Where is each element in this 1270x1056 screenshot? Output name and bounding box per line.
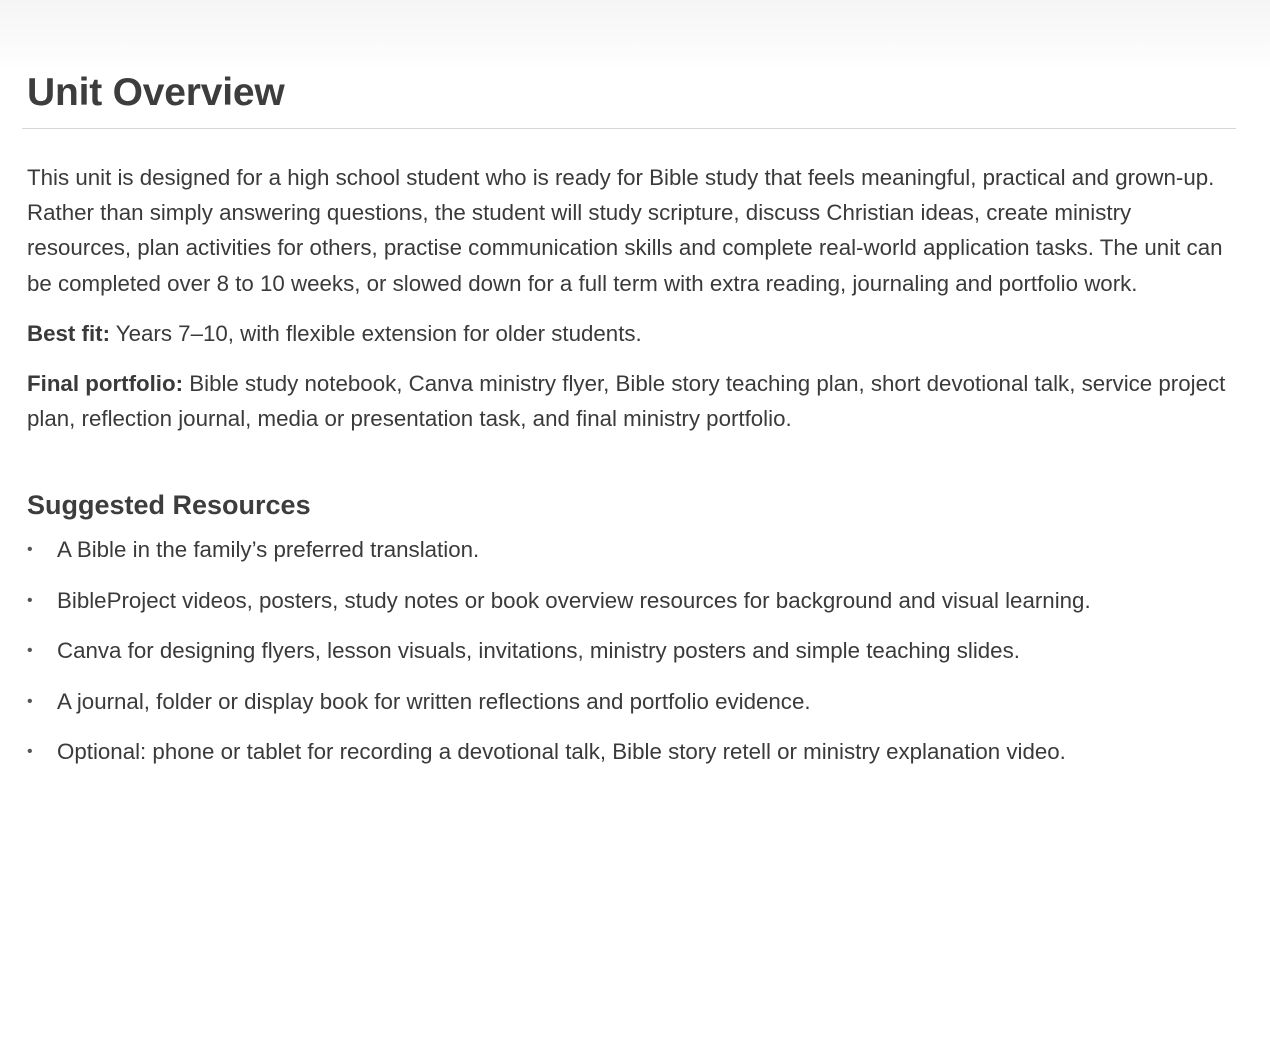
best-fit-field	[27, 316, 1236, 351]
final-portfolio-field	[27, 366, 1236, 436]
resource-text: BibleProject videos, posters, study notes or book overview resources for background and visual learning.	[57, 587, 1091, 613]
list-item	[27, 535, 1236, 565]
page	[22, 70, 1236, 788]
resource-text: Optional: phone or tablet for recording a devotional talk, Bible story retell or ministry explanation video.	[57, 739, 1066, 765]
list-item	[27, 737, 1236, 767]
list-item	[27, 636, 1236, 666]
resource-text: A journal, folder or display book for written reflections and portfolio evidence.	[57, 688, 811, 714]
intro-paragraph: This unit is designed for a high school student who is ready for Bible study that feels meaningful, practical and grown-up. Rather than simply answering questions, the student will study scripture, discuss Christian ideas, create ministry resources, plan activities for others, practise communication skills and complete real-world application tasks. The unit can be completed over 8 to 10 weeks, or slowed down for a full term with extra reading, journaling and portfolio work.	[27, 165, 1223, 296]
resources-heading: Suggested Resources	[27, 490, 311, 521]
resource-text: Canva for designing flyers, lesson visuals, invitations, ministry posters and simple teaching slides.	[57, 638, 1020, 664]
list-item	[27, 687, 1236, 717]
bullet-icon: •	[27, 743, 33, 761]
final-portfolio-value: Bible study notebook, Canva ministry flyer, Bible story teaching plan, short devotional talk, service project plan, reflection journal, media or presentation task, and final ministry portfolio.	[27, 371, 1226, 432]
bullet-icon: •	[27, 692, 33, 710]
resource-text: A Bible in the family’s preferred translation.	[57, 537, 480, 563]
bullet-icon: •	[27, 541, 33, 559]
best-fit-value: Years 7–10, with flexible extension for older students.	[110, 320, 642, 346]
page-title: Unit Overview	[22, 70, 1236, 129]
bullet-icon: •	[27, 591, 33, 609]
bullet-icon: •	[27, 642, 33, 660]
best-fit-label: Best fit:	[27, 320, 110, 346]
unit-content	[22, 160, 1236, 767]
resource-list	[27, 535, 1236, 767]
list-item	[27, 586, 1236, 616]
final-portfolio-label: Final portfolio:	[27, 371, 184, 397]
